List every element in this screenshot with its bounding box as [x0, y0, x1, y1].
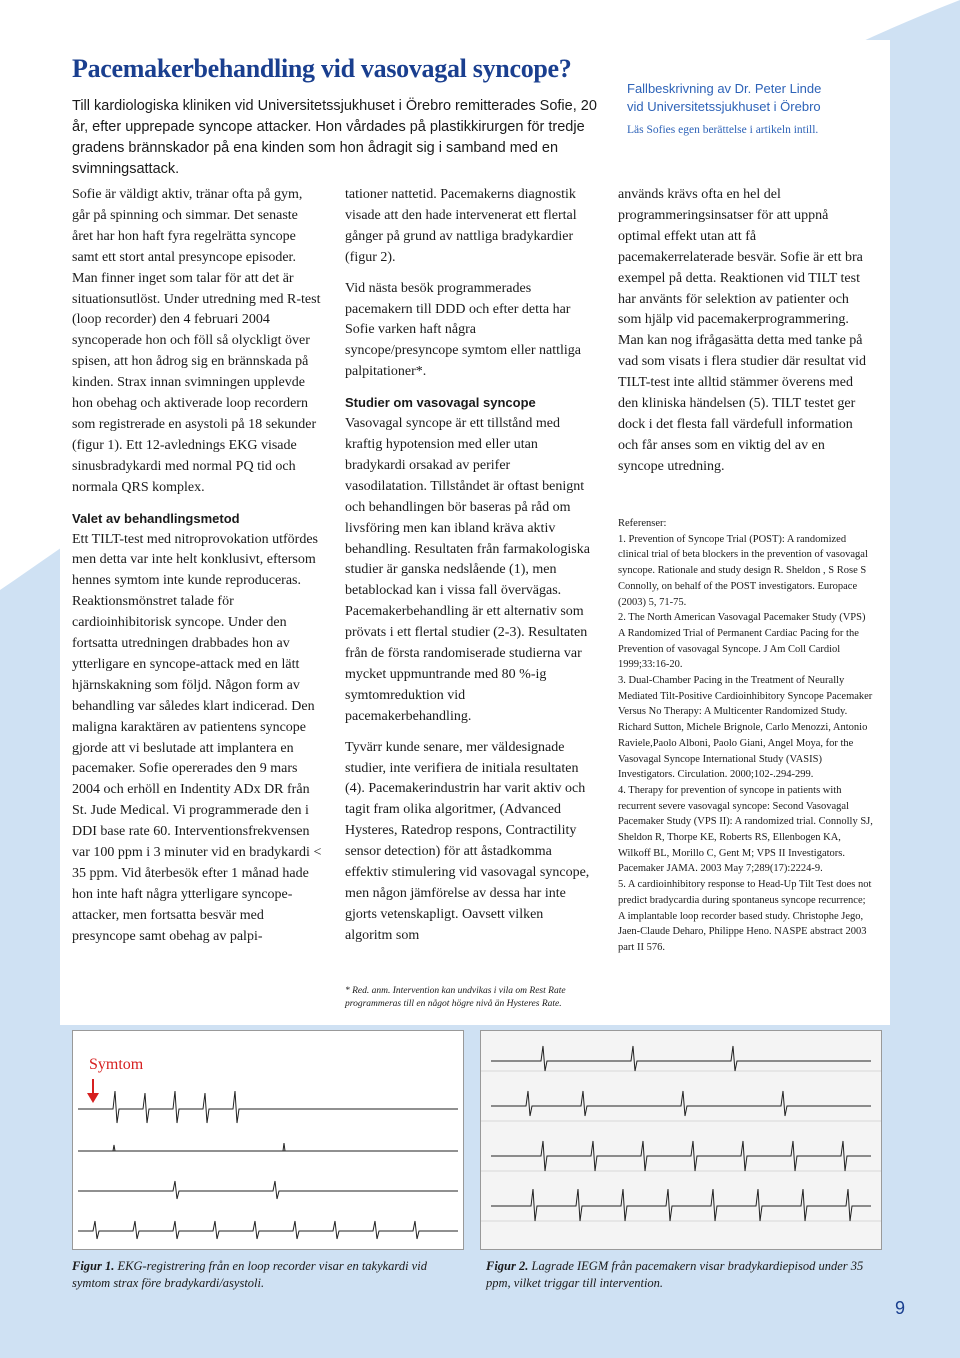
lead-paragraph: Till kardiologiska kliniken vid Universitetssjukhuset i Örebro remitterades Sofie, 20 år, efter upprepade syncope attacker. Hon vårdades på plastikkirurgen för tredje gradens brännskador på ena kinden som hon ådragit sig i samband med en svimningsattack. — [72, 98, 597, 177]
ecg-strip-image — [73, 1031, 463, 1249]
body-paragraph: Vasovagal syncope är ett tillstånd med kraftig hypotension med eller utan bradykardi orsakad av perifer vasodilatation. Tillståndet är oftast benignt och behandlingen bör baseras på råd om livsföring men kan ibland kräva aktiv behandling. Resultaten från farmakologiska studier är ganska nedslående (1), men betablockad kan i vissa fall övervägas. Pacemakerbehandling är ett alternativ som prövats i ett flertal studier (2-3). Resultaten från de första randomiserade studierna var mycket uppmuntrande med 80 %-ig symtomreduktion vid pacemakerbehandling. — [345, 416, 590, 724]
arrow-down-icon — [87, 1093, 99, 1103]
body-paragraph: tationer nattetid. Pacemakerns diagnostik visade att den hade intervenerat ett flertal gånger på grund av nattliga bradykardier (figur 2). — [345, 187, 577, 265]
iegm-strip-image — [481, 1031, 881, 1249]
figure-2-caption: Figur 2. Lagrade IEGM från pacemakern visar bradykardiepisod under 35 ppm, vilket triggar till intervention. — [486, 1259, 864, 1290]
references-heading: Referenser: — [618, 518, 667, 529]
figure-1-caption: Figur 1. EKG-registrering från en loop recorder visar en takykardi vid symtom strax före bradykardi/asystoli. — [72, 1259, 427, 1290]
body-paragraph: Tyvärr kunde senare, mer väldesignade studier, inte verifiera de initiala resultaten (4). Pacemakerindustrin har varit aktiv och tagit fram olika algoritmer, (Advanced Hysteres, Ratedrop respons, Contractility sensor detection) för att åstadkomma effektiv stimulering vid vasovagal syncope, men någon jämförelse av dessa har inte gjorts vetenskapligt. Oavsett vilken algoritm som — [345, 739, 590, 943]
body-paragraph: Vid nästa besök programmerades pacemakern till DDD och efter detta har Sofie varken haft några syncope/presyncope symtom eller nattliga palpitationer*. — [345, 280, 581, 380]
page-number: 9 — [895, 1298, 906, 1318]
reference-item: 3. Dual-Chamber Pacing in the Treatment of Neurally Mediated Tilt-Positive Cardioinhibitory Syncope Pacemaker Versus No Therapy: A Multicenter Randomized Study. Richard Sutton, Michele Brignole, Carlo Menozzi, Antonio Raviele,Paolo Alboni, Paolo Giani, Angel Moya, for the Vasovagal Syncope International Study (VASIS) Investigators. Circulation. 2000;102-.294-299. — [618, 675, 873, 781]
body-paragraph: används krävs ofta en hel del programmeringsinsatser för att uppnå optimal effekt utan att få pacemakerrelaterade besvär. Sofie är ett bra exempel på detta. Reaktionen vid TILT test har använts för selektion av patienter och som hjälp vid pacemakerprogrammering. Man kan nog ifrågasätta detta med tanke på vad som visats i flera studier där resultat vid TILT-test inte alltid stämmer överens med den kliniska händelsen (5). TILT testet ger dock i det flesta fall värdefull information och får anses som en viktig del av en syncope utredning. — [618, 187, 867, 474]
symptom-label: Symtom — [89, 1056, 144, 1073]
column-1 — [72, 185, 322, 948]
body-paragraph: Ett TILT-test med nitroprovokation utfördes men detta var inte helt konklusivt, eftersom hennes symtom inte kunde reproduceras. Reaktionsmönstret talade för cardioinhibitorisk syncope. Under den fortsatta utredningen drabbades hon av ytterligare en syncope-attack med en lätt hjärnskakning som följd. Någon form av behandling var således klart indicerad. Den maligna karaktären av patientens syncope gjorde att vi beslutade att implantera en pacemaker. Sofie opererades den 9 mars 2004 och erhöll en Indentity ADx DR från St. Jude Medical. Vi programmerade den i DDI base rate 60. Interventionsfrekvensen var 100 ppm i 3 minuter vid en bradykardi < 35 ppm. Vid återbesök efter 1 månad hade hon inte haft några ytterligare syncope-attacker, men fortsatta besvär med presyncope samt obehag av palpi- — [72, 531, 322, 944]
references — [618, 516, 873, 956]
reference-item: 4. Therapy for prevention of syncope in patients with recurrent severe vasovagal syncope: Second Vasovagal Pacemaker Study (VPS II): A randomized trial. Connolly SJ, Sheldon R, Thorpe KE, Roberts RS, Ellenbogen KA, Wilkoff BL, Morillo C, Gent M; VPS II Investigators. Pacemaker JAMA. 2003 May 7;289(17):2224-9. — [618, 784, 873, 875]
section-heading: Studier om vasovagal syncope — [345, 395, 536, 411]
author-box-title: Fallbeskrivning av Dr. Peter Linde vid Universitetssjukhuset i Örebro — [627, 81, 822, 114]
editor-note: * Red. anm. Intervention kan undvikas i vila om Rest Rate programmeras till en något högre nivå än Hysteres Rate. — [345, 986, 566, 1009]
reference-item: 2. The North American Vasovagal Pacemaker Study (VPS) A Randomized Trial of Permanent Cardiac Pacing for the Prevention of vasovagal Syncope. J Am Coll Cardiol 1999;33:16-20. — [618, 612, 866, 671]
reference-item: 5. A cardioinhibitory response to Head-Up Tilt Test does not predict bradycardia during spontaneus syncope recurrence; A implantable loop recorder based study. Christophe Jego, Jaen-Claude Deharo, Philippe Heno. NASPE abstract 2003 part II 576. — [618, 879, 872, 953]
body-paragraph: Sofie är väldigt aktiv, tränar ofta på gym, går på spinning och simmar. Det senaste året har hon haft fyra regelrätta syncope samt ett stort antal presyncope episoder. Man finner inget som talar för att det är situationsutlöst. Under utredning med R-test (loop recorder) den 4 februari 2004 syncoperade hon och föll så olyckligt över spisen, att hon ådrog sig en brännskada på kinden. Strax innan svimningen upplevde hon obehag och aktiverade loop recordern som registrerade en asystoli på 18 sekunder (figur 1). Ett 12-avlednings EKG visade sinusbradykardi med normal PQ tid och normala QRS komplex. — [72, 187, 321, 495]
author-box-subtitle: Läs Sofies egen berättelse i artikeln intill. — [627, 124, 819, 136]
figure-2-iegm — [480, 1030, 882, 1250]
reference-item: 1. Prevention of Syncope Trial (POST): A randomized clinical trial of beta blockers in the prevention of vasovagal syncope. Rationale and study design R. Sheldon , S Rose S Connolly, on behalf of the POST investigators. Europace (2003) 5, 71-75. — [618, 533, 868, 608]
figure-1-ecg — [72, 1030, 464, 1250]
article-title: Pacemakerbehandling vid vasovagal syncope? — [72, 54, 572, 83]
section-heading: Valet av behandlingsmetod — [72, 510, 240, 526]
column-2 — [345, 185, 590, 947]
column-3 — [618, 185, 873, 478]
